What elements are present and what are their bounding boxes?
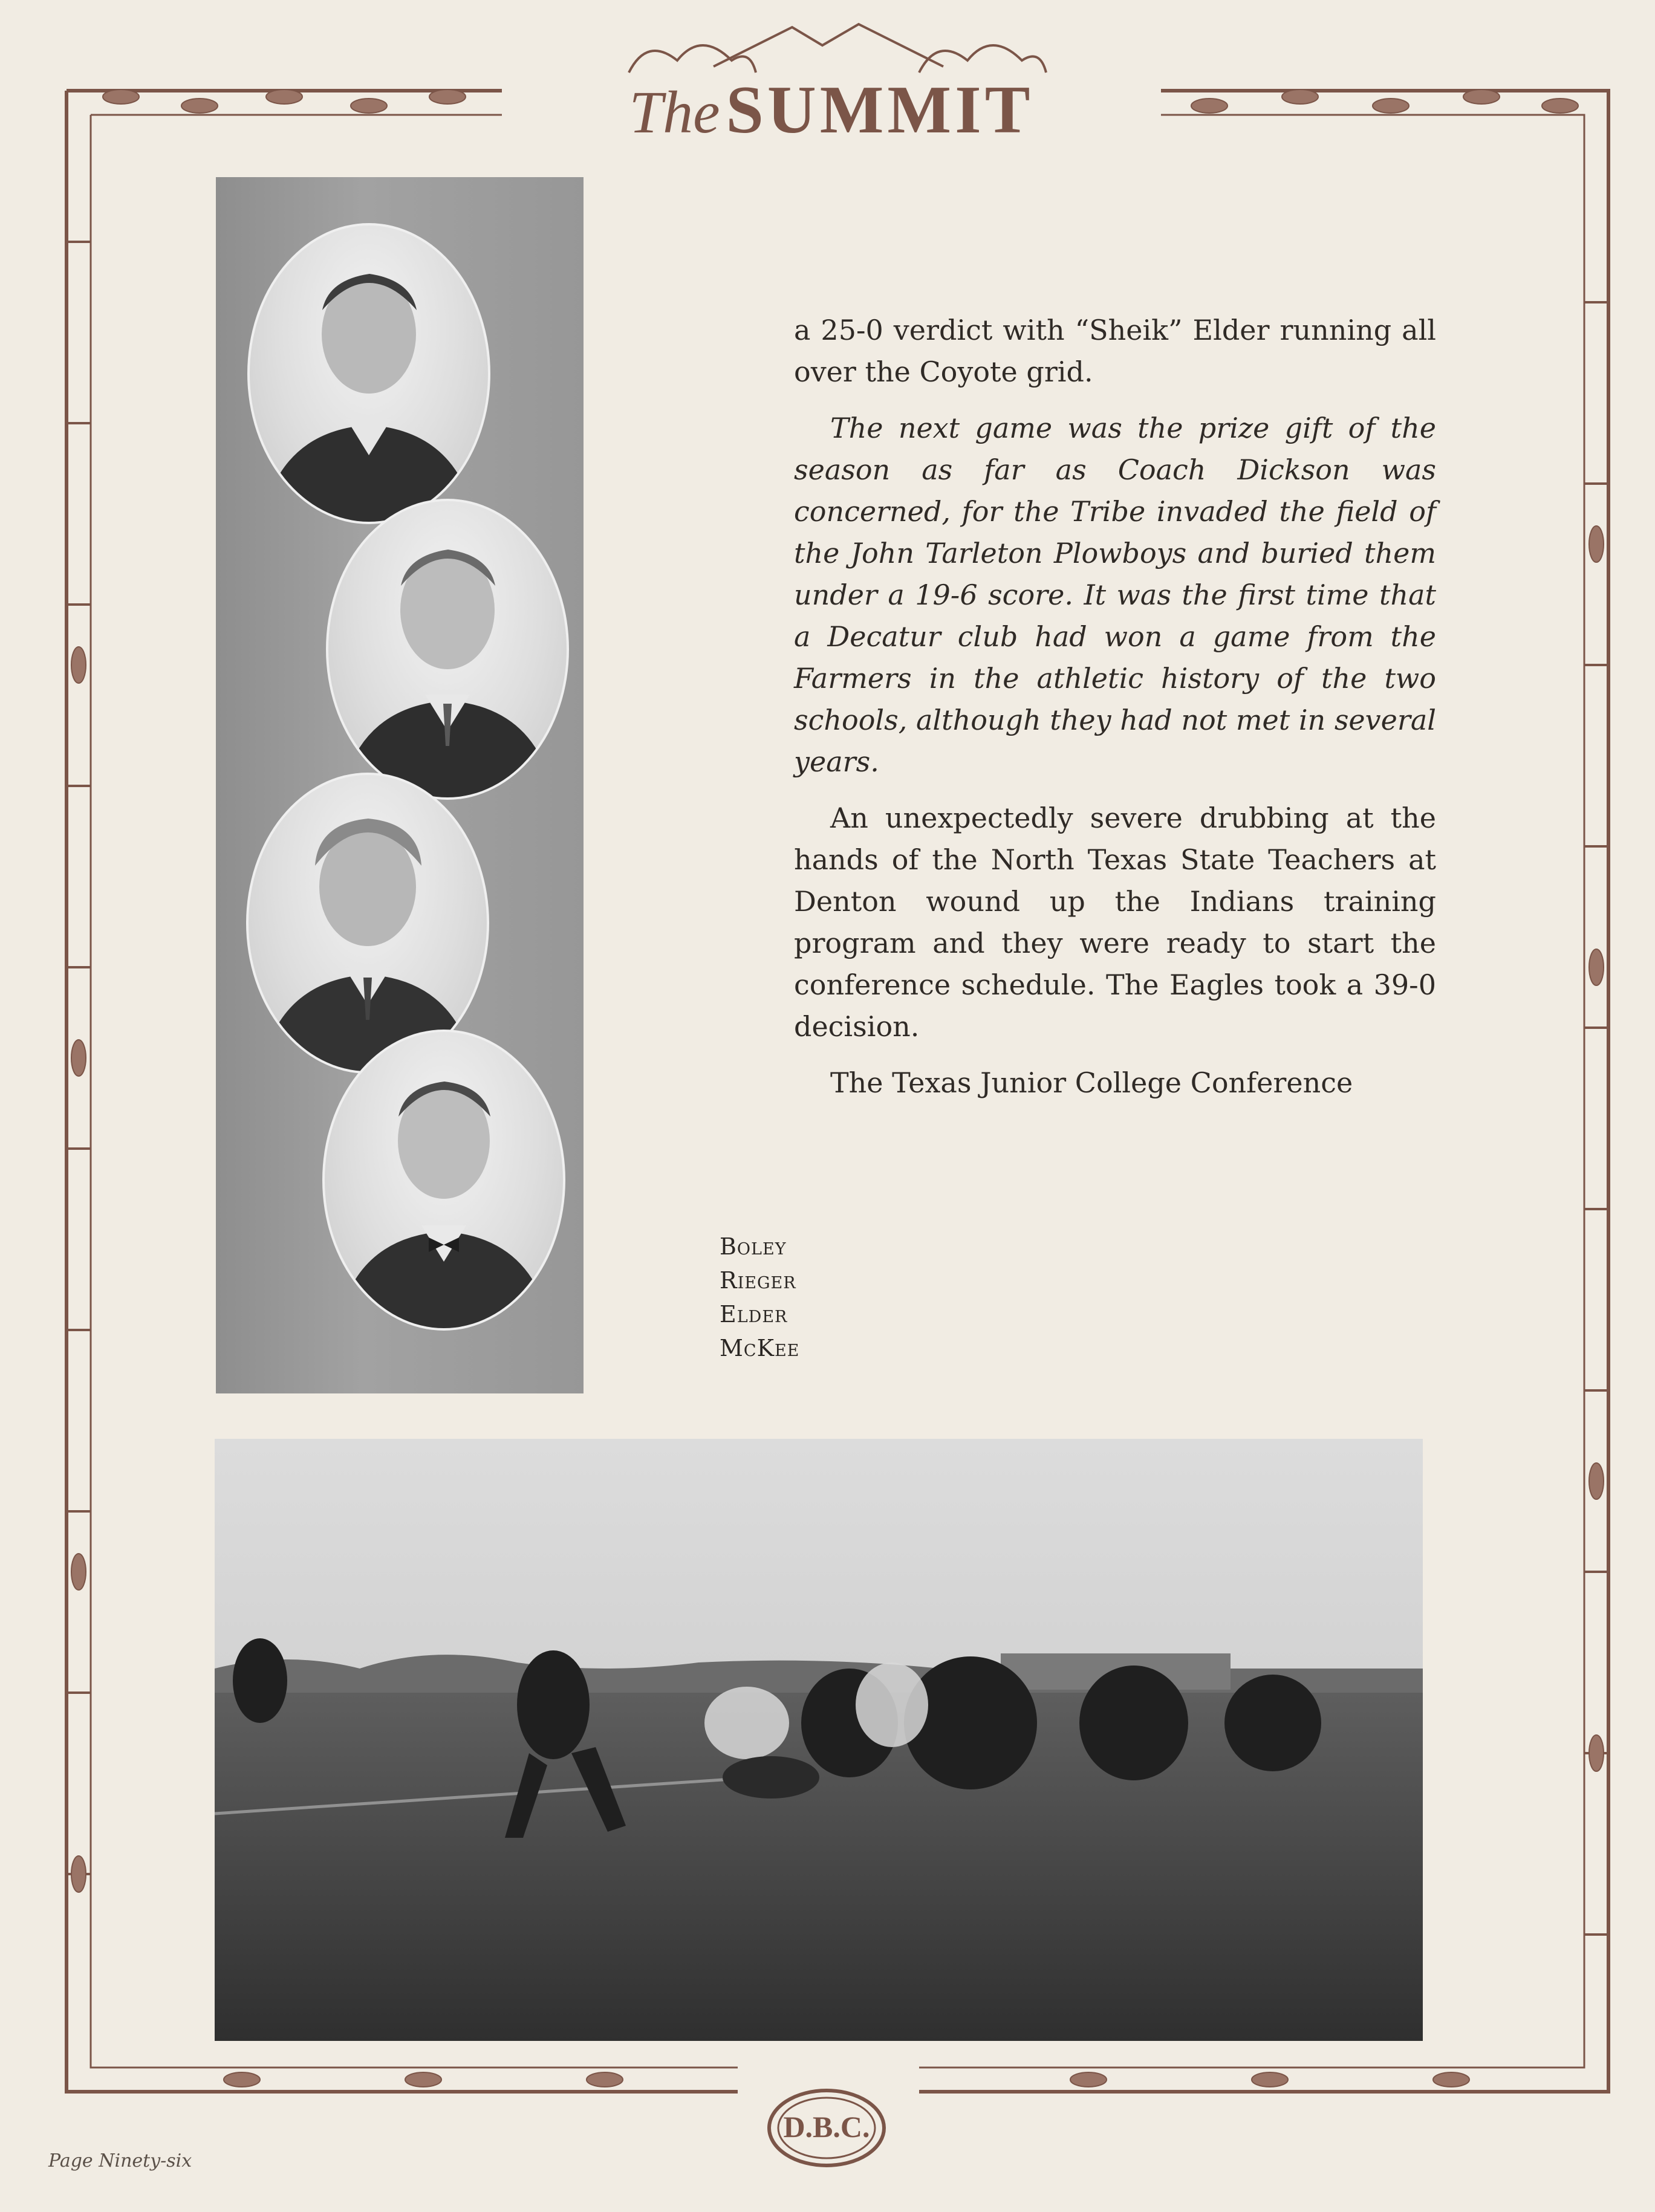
portrait-figure [325,1032,563,1328]
article-body [794,310,1436,1118]
portrait-photo [322,1030,565,1331]
portrait-figure [250,225,488,522]
football-action-photo [215,1439,1423,2041]
masthead-title-prefix: The [629,79,720,146]
dbc-logo-text: D.B.C. [783,2110,870,2144]
portrait-panel [216,177,584,1393]
article-paragraph: a 25-0 verdict with “Sheik” Elder running all over the Coyote grid. [794,314,1436,388]
portrait-photo [246,773,489,1074]
football-scene [215,1439,1423,2041]
portrait-photo [326,499,569,800]
portrait-figure [249,775,487,1071]
masthead-title-main: SUMMIT [726,73,1034,148]
caption-name: Boley [720,1233,787,1260]
portrait-photo [247,223,490,524]
page-number: Page Ninety-six [48,2150,192,2171]
dbc-logo [763,2083,890,2173]
article-paragraph: The next game was the prize gift of the season as far as Coach Dickson was concerned, for the Tribe invaded the field of the John Tarleton Plowboys and buried them under a 19-6 score. It was the first time that a Decatur club had won a game from the Farmers in the athletic history of the two schools, although they had not met in several years. [794,412,1436,778]
caption-name: Elder [720,1301,788,1328]
article-paragraph: The Texas Junior College Conference [830,1066,1353,1099]
portrait-figure [328,501,567,797]
article-paragraph: An unexpectedly severe drubbing at the hands of the North Texas State Teachers at Denton wound up the Indians training program and they were ready to start the conference schedule. The Eagles took a 39-0 decision. [794,802,1436,1043]
caption-name: McKee [720,1335,800,1361]
masthead [502,60,1161,151]
caption-name: Rieger [720,1267,796,1294]
masthead-title [502,71,1161,149]
portrait-caption [720,1230,799,1365]
